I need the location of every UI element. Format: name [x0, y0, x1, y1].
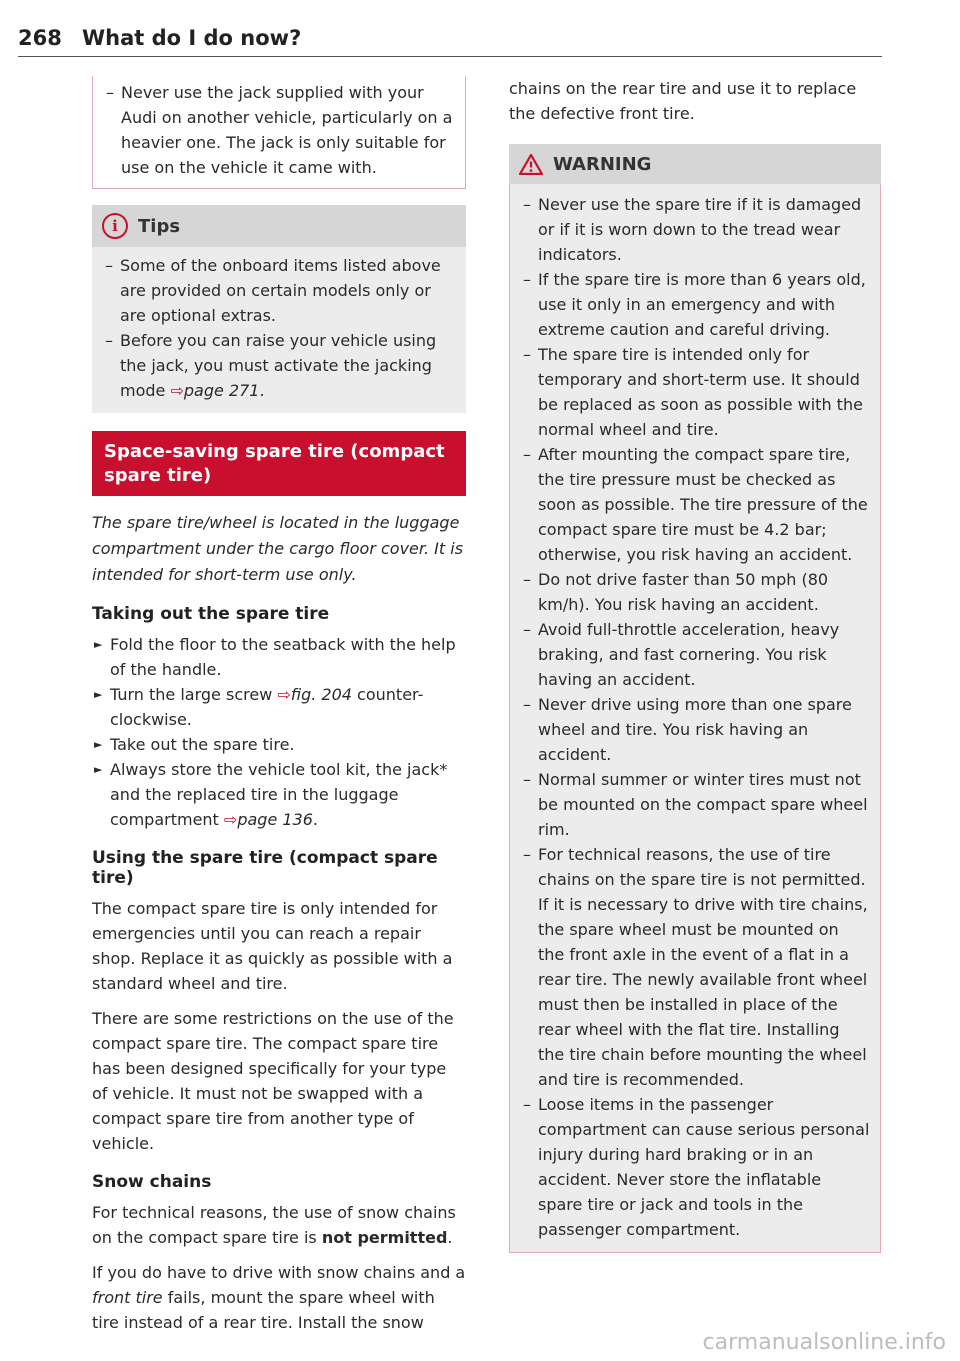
list-item: – Never use the jack supplied with your Audi on another vehicle, particularly on a heavier one. The jack is only suitable for use on the vehicle it came with. — [106, 83, 453, 177]
step-item: ► Take out the spare tire. — [92, 732, 466, 757]
step-item: ► Always store the vehicle tool kit, the jack* and the replaced tire in the luggage compartment ⇨page 136. — [92, 757, 466, 832]
step-marker-icon: ► — [94, 763, 103, 776]
paragraph: For technical reasons, the use of snow chains on the compact spare tire is not permitted. — [92, 1203, 456, 1247]
lead-paragraph: The spare tire/wheel is located in the luggage compartment under the cargo floor cover. It is intended for short-term use only. — [92, 513, 464, 584]
list-item: – Avoid full-throttle acceleration, heavy braking, and fast cornering. You risk having an accident. — [523, 620, 840, 689]
arrow-icon: ⇨ — [170, 381, 184, 400]
list-item: – The spare tire is intended only for temporary and short-term use. It should be replaced as soon as possible with the normal wheel and tire. — [523, 345, 863, 439]
step-marker-icon: ► — [94, 638, 103, 651]
subheading-snow-chains: Snow chains — [92, 1172, 212, 1192]
page-header — [18, 22, 882, 57]
arrow-icon: ⇨ — [277, 685, 291, 704]
step-item: ► Fold the floor to the seatback with the help of the handle. — [92, 632, 466, 682]
section-title: What do I do now? — [82, 26, 302, 50]
warning-title: WARNING — [553, 153, 652, 175]
step-item: ► Turn the large screw ⇨fig. 204 counter-clockwise. — [92, 682, 466, 732]
warning-header — [509, 144, 881, 184]
list-item: – Normal summer or winter tires must not be mounted on the compact spare wheel rim. — [523, 770, 868, 839]
list-item: – Loose items in the passenger compartment can cause serious personal injury during hard braking or in an accident. Never store the inflatable spare tire or jack and tools in the passenger compartment. — [523, 1095, 870, 1239]
info-icon: i — [102, 213, 128, 239]
right-column — [509, 76, 881, 1253]
paragraph: There are some restrictions on the use of the compact spare tire. The compact spare tire has been designed specifically for your type of vehicle. It must not be swapped with a compact spare tire from another type of vehicle. — [92, 1009, 454, 1153]
left-column — [92, 76, 466, 1335]
step-marker-icon: ► — [94, 688, 103, 701]
arrow-icon: ⇨ — [223, 810, 238, 829]
tips-title: Tips — [138, 215, 181, 237]
tips-header — [92, 205, 466, 247]
page-reference-link[interactable]: page 271 — [183, 381, 260, 400]
step-marker-icon: ► — [94, 738, 103, 751]
list-item: – After mounting the compact spare tire, the tire pressure must be checked as soon as possible. The tire pressure of the compact spare tire must be 4.2 bar; otherwise, you risk having an accident. — [523, 445, 868, 564]
list-item: – Never drive using more than one spare wheel and tire. You risk having an accident. — [523, 695, 852, 764]
list-item: – Do not drive faster than 50 mph (80 km/h). You risk having an accident. — [523, 570, 829, 614]
list-item: – Never use the spare tire if it is damaged or if it is worn down to the tread wear indicators. — [523, 195, 862, 264]
page-number: 268 — [18, 26, 62, 50]
warning-body — [509, 184, 881, 1253]
subheading-taking-out: Taking out the spare tire — [92, 604, 330, 624]
list-item: – Some of the onboard items listed above are provided on certain models only or are optional extras. — [105, 256, 441, 325]
paragraph: If you do have to drive with snow chains and a front tire fails, mount the spare wheel with tire instead of a rear tire. Install the snow — [92, 1263, 466, 1332]
list-item: – If the spare tire is more than 6 years old, use it only in an emergency and with extreme caution and careful driving. — [523, 270, 866, 339]
jack-note — [92, 76, 466, 189]
list-item: – For technical reasons, the use of tire chains on the spare tire is not permitted. If it is necessary to drive with tire chains, the spare wheel must be mounted on the front axle in the event of a flat in a rear tire. The newly available front wheel must then be installed in place of the rear wheel with the flat tire. Installing the tire chain before mounting the wheel and tire is recommended. — [523, 845, 868, 1089]
warning-triangle-icon — [519, 153, 543, 175]
subheading-using: Using the spare tire (compact spare tire) — [92, 848, 438, 888]
watermark: carmanualsonline.info — [702, 1330, 946, 1355]
tips-body — [92, 247, 466, 413]
paragraph-continued: chains on the rear tire and use it to replace the defective front tire. — [509, 79, 857, 123]
section-banner: Space-saving spare tire (compact spare tire) — [92, 431, 466, 496]
figure-reference-link[interactable]: fig. 204 — [290, 685, 352, 704]
page-reference-link[interactable]: page 136 — [237, 810, 313, 829]
list-item: – Before you can raise your vehicle using the jack, you must activate the jacking mode ⇨page 271. — [105, 331, 437, 400]
paragraph: The compact spare tire is only intended for emergencies until you can reach a repair shop. Replace it as quickly as possible with a standard wheel and tire. — [92, 899, 453, 993]
